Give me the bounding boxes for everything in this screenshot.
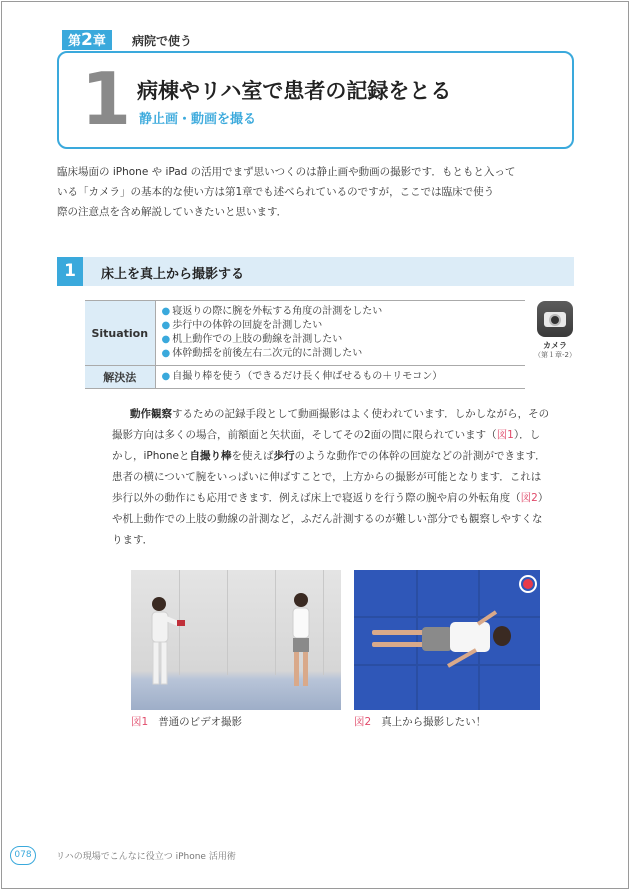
body-text: かし，iPhoneと bbox=[112, 450, 190, 462]
list-item bbox=[162, 347, 520, 361]
page-subtitle: 静止画・動画を撮る bbox=[139, 112, 257, 127]
bold-term: 歩行 bbox=[273, 450, 295, 462]
chapter-tag bbox=[62, 30, 112, 50]
solution-value bbox=[155, 366, 525, 389]
camera-app-icon bbox=[537, 301, 573, 337]
solution-row bbox=[85, 366, 525, 389]
intro-paragraph bbox=[57, 162, 574, 222]
camera-app-ref: （第１章-2） bbox=[534, 351, 576, 359]
situation-item-text: 体幹動揺を前後左右二次元的に計測したい bbox=[172, 348, 363, 359]
body-text: ）．し bbox=[513, 429, 541, 441]
title-number: 1 bbox=[81, 57, 132, 141]
title-box bbox=[57, 51, 574, 149]
situation-row bbox=[85, 301, 525, 366]
figure-caption-text: 真上から撮影したい！ bbox=[381, 716, 487, 728]
lying-person-figure bbox=[368, 610, 528, 670]
figure-1-photo bbox=[131, 570, 341, 710]
body-text: のような動作での体幹の回旋などの計測ができます． bbox=[294, 450, 546, 462]
situation-item-text: 机上動作での上肢の動線を計測したい bbox=[172, 334, 343, 345]
section-title: 床上を真上から撮影する bbox=[101, 267, 245, 282]
wall-panel-line bbox=[227, 570, 228, 675]
wall-panel-line bbox=[275, 570, 276, 675]
body-text: するための記録手段として動画撮影はよく使われています．しかしながら，その bbox=[172, 408, 550, 420]
body-line: ります． bbox=[112, 534, 154, 546]
intro-line: いる「カメラ」の基本的な使い方は第1章でも述べられているのですが，ここでは臨床で使う bbox=[57, 186, 495, 198]
figure-number: 図1 bbox=[131, 716, 149, 728]
camera-lens-shape bbox=[549, 314, 561, 326]
page-title: 病棟やリハ室で患者の記録をとる bbox=[137, 79, 452, 103]
intro-line: 臨床場面の iPhone や iPad の活用でまず思いつくのは静止画や動画の撮影です．もともと入って bbox=[57, 166, 516, 178]
figure-ref-link[interactable]: 図1 bbox=[496, 429, 514, 441]
list-item bbox=[162, 319, 520, 333]
situation-item-text: 寝返りの際に腕を外転する角度の計測をしたい bbox=[172, 306, 383, 317]
figure-caption-text: 普通のビデオ撮影 bbox=[158, 716, 242, 728]
body-line bbox=[130, 404, 574, 425]
figure-2-caption bbox=[354, 714, 486, 729]
chapter-title: 病院で使う bbox=[132, 34, 193, 48]
section-header bbox=[57, 257, 574, 286]
chapter-prefix: 第 bbox=[68, 34, 82, 49]
bold-term: 動作観察 bbox=[130, 408, 172, 420]
body-text: を使えば bbox=[231, 450, 274, 462]
bullet-icon: ● bbox=[161, 348, 171, 359]
patient-figure bbox=[281, 590, 321, 696]
bullet-icon: ● bbox=[161, 306, 171, 317]
solution-text: 自撮り棒を使う（できるだけ長く伸ばせるもの＋リモコン） bbox=[172, 371, 443, 382]
body-paragraph bbox=[112, 404, 574, 551]
bullet-icon: ● bbox=[161, 320, 171, 331]
solution-label: 解決法 bbox=[85, 366, 155, 389]
body-line bbox=[112, 425, 574, 446]
figure-number: 図2 bbox=[354, 716, 372, 728]
body-text: ） bbox=[537, 492, 549, 504]
bullet-icon: ● bbox=[161, 371, 171, 382]
bold-term: 自撮り棒 bbox=[189, 450, 232, 462]
figure-1-caption bbox=[131, 714, 242, 729]
bullet-icon: ● bbox=[161, 334, 171, 345]
chapter-suffix: 章 bbox=[92, 34, 106, 49]
situation-table bbox=[85, 300, 525, 389]
body-line bbox=[112, 446, 574, 467]
intro-line: 際の注意点を含め解説していきたいと思います． bbox=[57, 206, 288, 218]
page-number: 078 bbox=[10, 846, 36, 865]
body-text: 撮影方向は多くの場合，前額面と矢状面，そしてその2面の間に限られています（ bbox=[112, 429, 497, 441]
body-line bbox=[112, 488, 574, 509]
body-line: 患者の横について腕をいっぱいに伸ばすことで，上方からの撮影が可能となります．これは bbox=[112, 471, 542, 483]
situation-item-text: 歩行中の体幹の回旋を計測したい bbox=[172, 320, 323, 331]
figure-2-photo bbox=[354, 570, 540, 710]
body-line: や机上動作での上肢の動線の計測など，ふだん計測するのが難しい部分でも観察しやすくな bbox=[112, 513, 543, 525]
section-number: 1 bbox=[57, 257, 83, 286]
figure-ref-link[interactable]: 図2 bbox=[520, 492, 538, 504]
footer-book-title: リハの現場でこんなに役立つ iPhone 活用術 bbox=[56, 852, 236, 862]
list-item bbox=[162, 305, 520, 319]
camera-app-label: カメラ bbox=[543, 341, 567, 350]
body-text: 歩行以外の動作にも応用できます．例えば床上で寝返りを行う際の腕や肩の外転角度（ bbox=[112, 492, 521, 504]
wall-panel-line bbox=[323, 570, 324, 675]
record-button-icon bbox=[518, 574, 538, 594]
list-item bbox=[162, 333, 520, 347]
situation-label: Situation bbox=[85, 301, 155, 366]
situation-items bbox=[155, 301, 525, 366]
therapist-figure bbox=[141, 592, 191, 692]
chapter-number: 2 bbox=[81, 30, 93, 50]
